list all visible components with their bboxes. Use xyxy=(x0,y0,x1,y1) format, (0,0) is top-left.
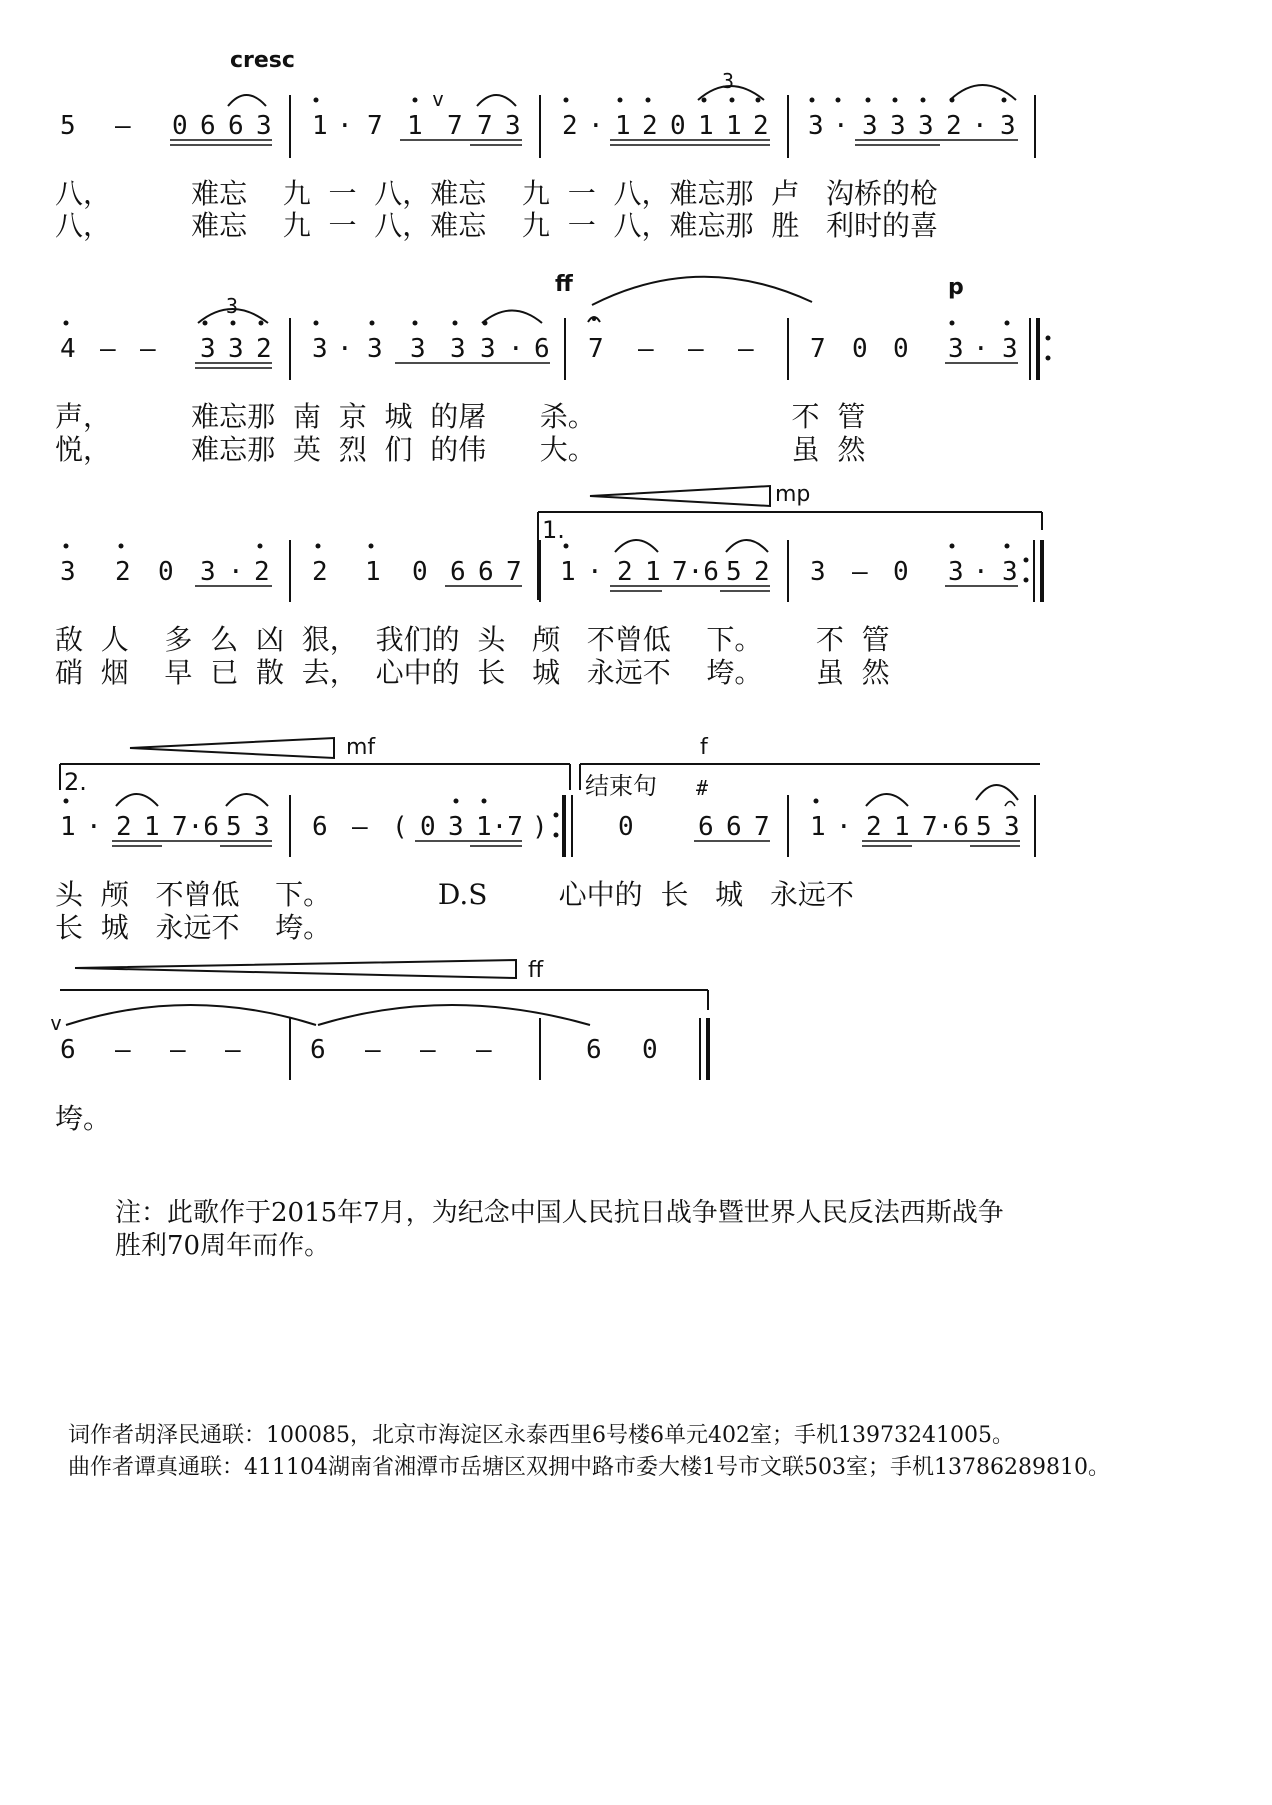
note: – xyxy=(352,812,368,842)
note: 6 xyxy=(698,812,714,842)
lyrics-line: 长 城 永远不 垮。 xyxy=(55,911,332,944)
note: 7·6 xyxy=(172,812,219,842)
sharp-mark: # xyxy=(696,776,709,800)
note: ( xyxy=(392,812,408,842)
ending-label: 结束句 xyxy=(585,772,657,800)
note: 3 xyxy=(862,111,878,141)
note: 0 xyxy=(172,111,188,141)
note: 1 xyxy=(407,111,423,141)
note: 3 xyxy=(1002,557,1018,587)
note: 6 xyxy=(200,111,216,141)
note: 5 xyxy=(976,812,992,842)
note: – xyxy=(365,1035,381,1065)
note: 0 xyxy=(852,334,868,364)
lyrics-line: 悦， 难忘那 英 烈 们 的伟 大。 虽 然 xyxy=(55,433,866,466)
note: 3 xyxy=(505,111,521,141)
note: 7 xyxy=(810,334,826,364)
note: – xyxy=(738,334,754,364)
note: 3 xyxy=(810,557,826,587)
note: 6 xyxy=(726,812,742,842)
dynamic-ff-final: ff xyxy=(528,958,544,983)
note: · xyxy=(337,111,353,141)
note: 1 xyxy=(312,111,328,141)
breath-mark: v xyxy=(50,1011,63,1035)
note: 3 xyxy=(890,111,906,141)
breath-mark: v xyxy=(432,87,445,111)
note: 2 xyxy=(254,557,270,587)
note: · xyxy=(972,111,988,141)
note: – xyxy=(170,1035,186,1065)
note: 3 xyxy=(450,334,466,364)
note: · xyxy=(337,334,353,364)
lyrics-line: 垮。 xyxy=(55,1102,112,1135)
note: 1 xyxy=(365,557,381,587)
note: · xyxy=(973,334,989,364)
note: – xyxy=(140,334,156,364)
note: 3 xyxy=(200,334,216,364)
note: 6 xyxy=(60,1035,76,1065)
note: – xyxy=(420,1035,436,1065)
note: · xyxy=(836,812,852,842)
note: 3 xyxy=(256,111,272,141)
note: 1 xyxy=(60,812,76,842)
note: 0 xyxy=(412,557,428,587)
note: 3 xyxy=(948,334,964,364)
note: 3 xyxy=(312,334,328,364)
note: – xyxy=(852,557,868,587)
note: 1 xyxy=(698,111,714,141)
note: 6 xyxy=(310,1035,326,1065)
note: 3 xyxy=(1000,111,1016,141)
note: 1 xyxy=(726,111,742,141)
volta-1: 1. xyxy=(542,516,565,544)
note: 2 xyxy=(617,557,633,587)
system-5 xyxy=(50,960,708,1080)
note: 0 xyxy=(670,111,686,141)
note: – xyxy=(476,1035,492,1065)
note: · xyxy=(587,557,603,587)
note: 2 xyxy=(642,111,658,141)
lyrics-line: 敌 人 多 么 凶 狠， 我们的 头 颅 不曾低 下。 不 管 xyxy=(55,623,890,656)
note: 3 xyxy=(410,334,426,364)
dynamic-f: f xyxy=(700,735,708,760)
note: 1 xyxy=(810,812,826,842)
composition-note-line2: 胜利70周年而作。 xyxy=(115,1231,331,1261)
dynamic-ff: ff xyxy=(555,272,573,297)
triplet-mark: 3 xyxy=(722,69,735,93)
note: 6 xyxy=(450,557,466,587)
note: 3 xyxy=(1004,812,1020,842)
note: – xyxy=(638,334,654,364)
note: 5 xyxy=(60,111,76,141)
volta-2: 2. xyxy=(64,768,87,796)
note: 3 xyxy=(1002,334,1018,364)
note: 3 xyxy=(480,334,496,364)
note: – xyxy=(115,111,131,141)
composition-note-line1: 注：此歌作于2015年7月，为纪念中国人民抗日战争暨世界人民反法西斯战争 xyxy=(115,1198,1004,1228)
note: 7 xyxy=(367,111,383,141)
lyricist-contact: 词作者胡泽民通联：100085，北京市海淀区永泰西里6号楼6单元402室；手机13973241005。 xyxy=(68,1423,1014,1448)
note: · xyxy=(973,557,989,587)
note: 2 xyxy=(562,111,578,141)
note: 5 xyxy=(726,557,742,587)
note: 2 xyxy=(312,557,328,587)
note: 1 xyxy=(894,812,910,842)
note: 0 xyxy=(642,1035,658,1065)
note: 3 xyxy=(948,557,964,587)
note: 3 xyxy=(254,812,270,842)
note: 1 xyxy=(645,557,661,587)
system-2 xyxy=(60,277,1051,380)
note: 3 xyxy=(367,334,383,364)
note: 2 xyxy=(753,111,769,141)
note: 0 xyxy=(618,812,634,842)
lyrics-line: 硝 烟 早 已 散 去， 心中的 长 城 永远不 垮。 虽 然 xyxy=(55,656,890,689)
dynamic-p: p xyxy=(948,275,964,300)
note: 2 xyxy=(116,812,132,842)
note: 7 xyxy=(447,111,463,141)
note: – xyxy=(115,1035,131,1065)
lyrics-line: 头 颅 不曾低 下。 D.S 心中的 长 城 永远不 xyxy=(55,878,854,911)
note: 6 xyxy=(534,334,550,364)
note: · xyxy=(508,334,524,364)
composer-contact: 曲作者谭真通联：411104湖南省湘潭市岳塘区双拥中路市委大楼1号市文联503室；手机13786289810。 xyxy=(68,1455,1110,1480)
note: 2 xyxy=(946,111,962,141)
dynamic-mp: mp xyxy=(775,482,811,507)
note: 3 xyxy=(448,812,464,842)
note: · xyxy=(86,812,102,842)
note: ) xyxy=(532,812,548,842)
system-3 xyxy=(60,486,1042,602)
note: 7 xyxy=(506,557,522,587)
note: 1 xyxy=(560,557,576,587)
note: 3 xyxy=(60,557,76,587)
note: 7 xyxy=(477,111,493,141)
note: 0 xyxy=(893,334,909,364)
note: 2 xyxy=(256,334,272,364)
note: 1 xyxy=(615,111,631,141)
note: 2 xyxy=(866,812,882,842)
dynamic-mf: mf xyxy=(346,735,376,760)
note: · xyxy=(588,111,604,141)
note: 0 xyxy=(158,557,174,587)
note: 7 xyxy=(588,334,604,364)
note: 3 xyxy=(200,557,216,587)
system-4 xyxy=(60,738,1040,857)
note: 7·6 xyxy=(672,557,719,587)
note: · xyxy=(228,557,244,587)
note: – xyxy=(225,1035,241,1065)
note: 2 xyxy=(754,557,770,587)
note: 0 xyxy=(893,557,909,587)
note: 2 xyxy=(115,557,131,587)
note: · xyxy=(833,111,849,141)
lyrics-line: 八， 难忘 九 一 八，难忘 九 一 八，难忘那 卢 沟桥的枪 xyxy=(55,177,939,210)
note: 6 xyxy=(228,111,244,141)
note: 3 xyxy=(808,111,824,141)
note: 0 xyxy=(420,812,436,842)
note: – xyxy=(100,334,116,364)
note: 3 xyxy=(918,111,934,141)
note: 6 xyxy=(312,812,328,842)
note: 7 xyxy=(754,812,770,842)
triplet-mark: 3 xyxy=(226,294,239,318)
note: 4 xyxy=(60,334,76,364)
note: 1·7 xyxy=(476,812,523,842)
note: 1 xyxy=(144,812,160,842)
dynamic-cresc: cresc xyxy=(230,48,295,73)
note: 5 xyxy=(226,812,242,842)
lyrics-line: 声， 难忘那 南 京 城 的屠 杀。 不 管 xyxy=(55,400,866,433)
note: 6 xyxy=(478,557,494,587)
note: 7·6 xyxy=(922,812,969,842)
note: – xyxy=(688,334,704,364)
lyrics-line: 八， 难忘 九 一 八，难忘 九 一 八，难忘那 胜 利时的喜 xyxy=(55,209,939,242)
note: 6 xyxy=(586,1035,602,1065)
note: 3 xyxy=(228,334,244,364)
system-1 xyxy=(60,69,1035,158)
